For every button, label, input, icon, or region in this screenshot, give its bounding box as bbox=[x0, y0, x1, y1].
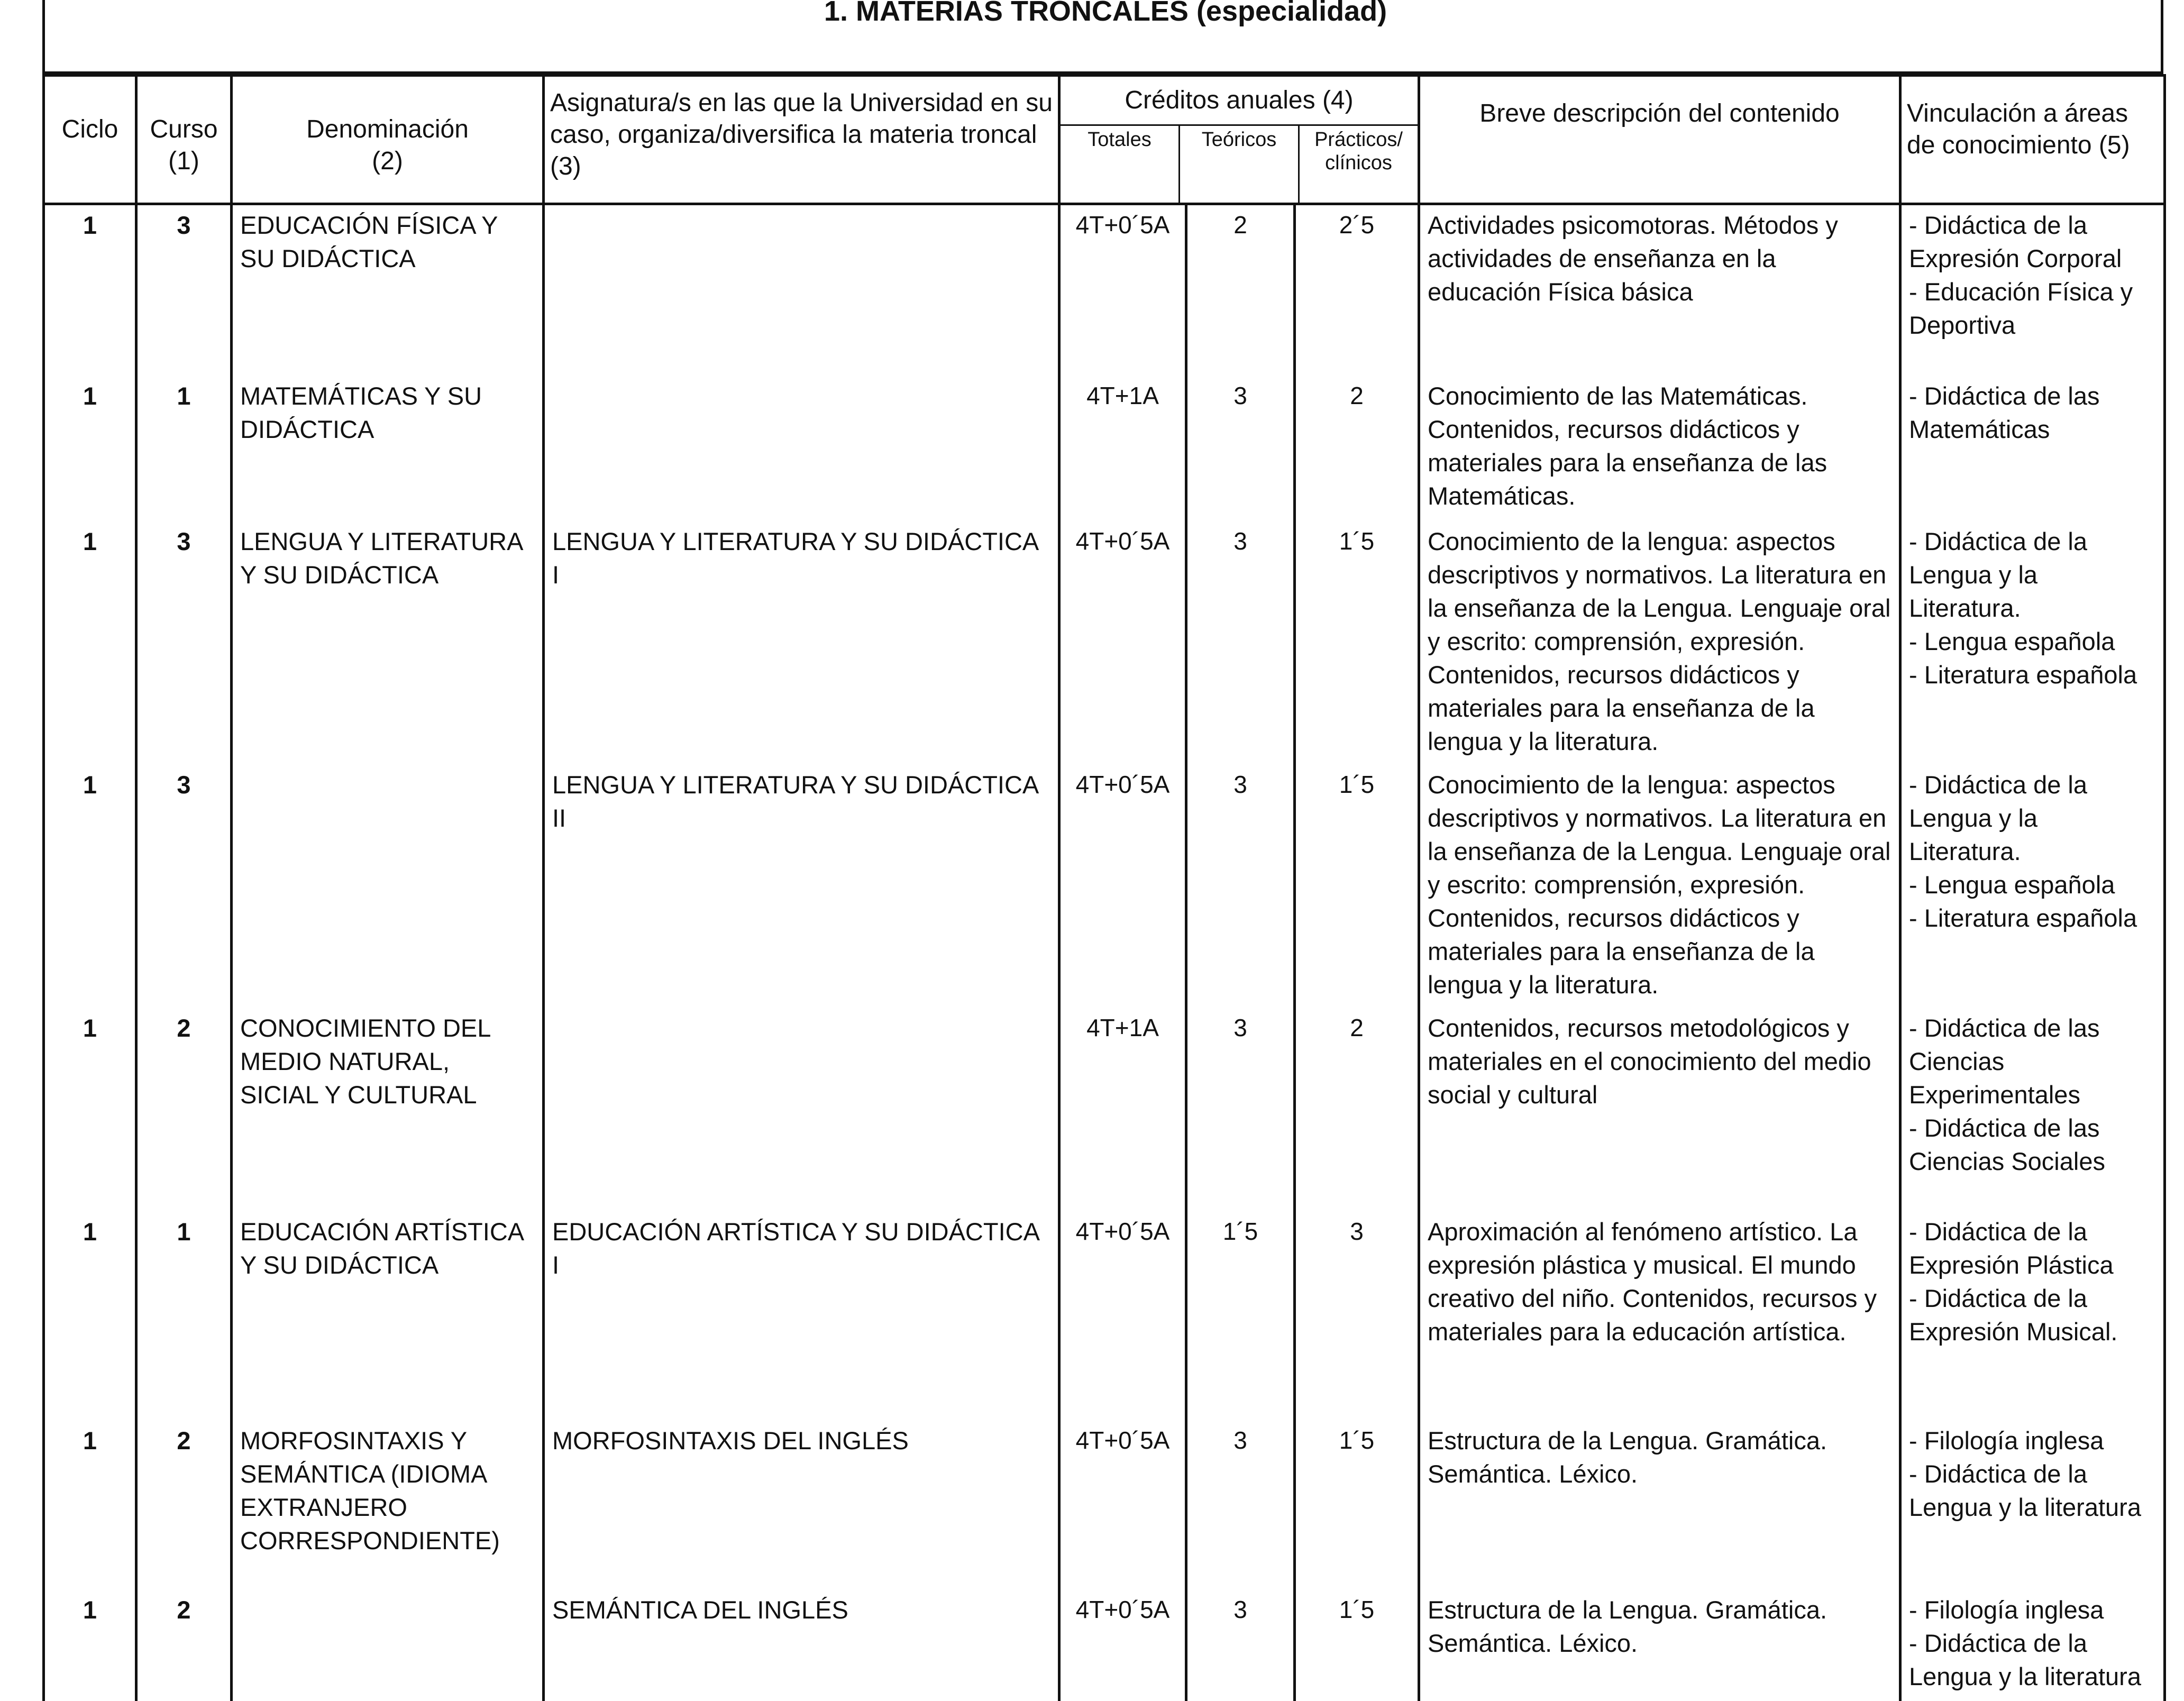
cell-ciclo: 1 bbox=[44, 522, 136, 765]
cell-descripcion: Estructura de la Lengua. Gramática. Semántica. Léxico. bbox=[1419, 1421, 1900, 1590]
cell-denominacion: EDUCACIÓN FÍSICA Y SU DIDÁCTICA bbox=[232, 204, 544, 376]
cell-ciclo: 1 bbox=[44, 204, 136, 376]
cell-descripcion: Contenidos, recursos metodológicos y materiales en el conocimiento del medio social y cultural bbox=[1419, 1008, 1900, 1212]
header-denominacion: Denominación (2) bbox=[232, 76, 544, 204]
cell-curso: 2 bbox=[136, 1008, 232, 1212]
header-curso: Curso (1) bbox=[136, 76, 232, 204]
cell-asignatura: MORFOSINTAXIS DEL INGLÉS bbox=[544, 1421, 1059, 1590]
cell-asignatura bbox=[544, 204, 1059, 376]
cell-descripcion: Conocimiento de las Matemáticas. Contenidos, recursos didácticos y materiales para la enseñanza de las Matemáticas. bbox=[1419, 376, 1900, 522]
table-row bbox=[44, 1008, 2165, 1212]
cell-denominacion: MATEMÁTICAS Y SU DIDÁCTICA bbox=[232, 376, 544, 522]
cell-vinculacion: - Filología inglesa - Didáctica de la Lengua y la literatura bbox=[1900, 1421, 2165, 1590]
table-row bbox=[44, 1590, 2165, 1701]
cell-totales: 4T+0´5A bbox=[1059, 1421, 1186, 1590]
header-teoricos: Teóricos bbox=[1180, 126, 1300, 203]
cell-curso: 2 bbox=[136, 1421, 232, 1590]
cell-curso: 1 bbox=[136, 1212, 232, 1421]
cell-ciclo: 1 bbox=[44, 1590, 136, 1701]
cell-vinculacion: - Didáctica de la Expresión Corporal - Educación Física y Deportiva bbox=[1900, 204, 2165, 376]
cell-denominacion: MORFOSINTAXIS Y SEMÁNTICA (IDIOMA EXTRANJERO CORRESPONDIENTE) bbox=[232, 1421, 544, 1590]
cell-teoricos: 3 bbox=[1186, 376, 1295, 522]
header-vinculacion: Vinculación a áreas de conocimiento (5) bbox=[1900, 76, 2165, 204]
cell-practicos: 1´5 bbox=[1295, 1590, 1419, 1701]
table-row bbox=[44, 376, 2165, 522]
cell-practicos: 1´5 bbox=[1295, 765, 1419, 1008]
cell-vinculacion: - Didáctica de las Matemáticas bbox=[1900, 376, 2165, 522]
cell-curso: 3 bbox=[136, 204, 232, 376]
cell-teoricos: 3 bbox=[1186, 765, 1295, 1008]
cell-practicos: 2 bbox=[1295, 1008, 1419, 1212]
cell-denominacion bbox=[232, 1590, 544, 1701]
cell-curso: 2 bbox=[136, 1590, 232, 1701]
cell-teoricos: 3 bbox=[1186, 1421, 1295, 1590]
cell-curso: 1 bbox=[136, 376, 232, 522]
cell-ciclo: 1 bbox=[44, 1008, 136, 1212]
cell-ciclo: 1 bbox=[44, 765, 136, 1008]
table-row bbox=[44, 204, 2165, 376]
cell-curso: 3 bbox=[136, 522, 232, 765]
cell-practicos: 2´5 bbox=[1295, 204, 1419, 376]
cell-vinculacion: - Didáctica de la Lengua y la Literatura. - Lengua española - Literatura española bbox=[1900, 765, 2165, 1008]
header-asignatura: Asignatura/s en las que la Universidad en su caso, organiza/diversifica la materia troncal (3) bbox=[544, 76, 1059, 204]
header-ciclo: Ciclo bbox=[44, 76, 136, 204]
cell-practicos: 1´5 bbox=[1295, 522, 1419, 765]
cell-totales: 4T+0´5A bbox=[1059, 1212, 1186, 1421]
header-practicos: Prácticos/ clínicos bbox=[1314, 129, 1403, 174]
table-row bbox=[44, 522, 2165, 765]
cell-teoricos: 2 bbox=[1186, 204, 1295, 376]
cell-denominacion: LENGUA Y LITERATURA Y SU DIDÁCTICA bbox=[232, 522, 544, 765]
materias-table bbox=[42, 74, 2166, 1701]
cell-denominacion bbox=[232, 765, 544, 1008]
cell-denominacion: EDUCACIÓN ARTÍSTICA Y SU DIDÁCTICA bbox=[232, 1212, 544, 1421]
cell-descripcion: Conocimiento de la lengua: aspectos descriptivos y normativos. La literatura en la enseñanza de la Lengua. Lenguaje oral y escrito: comprensión, expresión. Contenidos, recursos didácticos y materiales para la enseñanza de la lengua y la literatura. bbox=[1419, 765, 1900, 1008]
table-row bbox=[44, 1212, 2165, 1421]
cell-descripcion: Aproximación al fenómeno artístico. La expresión plástica y musical. El mundo creativo del niño. Contenidos, recursos y materiales para la educación artística. bbox=[1419, 1212, 1900, 1421]
cell-teoricos: 3 bbox=[1186, 522, 1295, 765]
header-creditos-sub bbox=[1061, 126, 1418, 203]
cell-ciclo: 1 bbox=[44, 1421, 136, 1590]
cell-ciclo: 1 bbox=[44, 1212, 136, 1421]
cell-curso: 3 bbox=[136, 765, 232, 1008]
cell-totales: 4T+0´5A bbox=[1059, 204, 1186, 376]
cell-asignatura: LENGUA Y LITERATURA Y SU DIDÁCTICA I bbox=[544, 522, 1059, 765]
cell-asignatura bbox=[544, 376, 1059, 522]
cell-asignatura bbox=[544, 1008, 1059, 1212]
cell-asignatura: LENGUA Y LITERATURA Y SU DIDÁCTICA II bbox=[544, 765, 1059, 1008]
cell-descripcion: Estructura de la Lengua. Gramática. Semántica. Léxico. bbox=[1419, 1590, 1900, 1701]
table-row bbox=[44, 1421, 2165, 1590]
cell-totales: 4T+0´5A bbox=[1059, 522, 1186, 765]
page-title: 1. MATERIAS TRONCALES (especialidad) bbox=[824, 0, 1387, 27]
cell-teoricos: 3 bbox=[1186, 1590, 1295, 1701]
cell-asignatura: SEMÁNTICA DEL INGLÉS bbox=[544, 1590, 1059, 1701]
header-creditos bbox=[1059, 76, 1419, 204]
header-totales: Totales bbox=[1061, 126, 1180, 203]
cell-totales: 4T+0´5A bbox=[1059, 1590, 1186, 1701]
cell-totales: 4T+1A bbox=[1059, 1008, 1186, 1212]
header-row bbox=[44, 76, 2165, 204]
cell-teoricos: 1´5 bbox=[1186, 1212, 1295, 1421]
cell-asignatura: EDUCACIÓN ARTÍSTICA Y SU DIDÁCTICA I bbox=[544, 1212, 1059, 1421]
table-row bbox=[44, 765, 2165, 1008]
cell-practicos: 1´5 bbox=[1295, 1421, 1419, 1590]
cell-practicos: 3 bbox=[1295, 1212, 1419, 1421]
cell-totales: 4T+0´5A bbox=[1059, 765, 1186, 1008]
title-box bbox=[42, 0, 2163, 74]
cell-ciclo: 1 bbox=[44, 376, 136, 522]
cell-vinculacion: - Didáctica de la Expresión Plástica - Didáctica de la Expresión Musical. bbox=[1900, 1212, 2165, 1421]
cell-denominacion: CONOCIMIENTO DEL MEDIO NATURAL, SICIAL Y CULTURAL bbox=[232, 1008, 544, 1212]
header-creditos-label: Créditos anuales (4) bbox=[1061, 77, 1418, 126]
cell-vinculacion: - Didáctica de la Lengua y la Literatura. - Lengua española - Literatura española bbox=[1900, 522, 2165, 765]
cell-teoricos: 3 bbox=[1186, 1008, 1295, 1212]
cell-descripcion: Conocimiento de la lengua: aspectos descriptivos y normativos. La literatura en la enseñanza de la Lengua. Lenguaje oral y escrito: comprensión, expresión. Contenidos, recursos didácticos y materiales para la enseñanza de la lengua y la literatura. bbox=[1419, 522, 1900, 765]
cell-vinculacion: - Didáctica de las Ciencias Experimentales - Didáctica de las Ciencias Sociales bbox=[1900, 1008, 2165, 1212]
cell-practicos: 2 bbox=[1295, 376, 1419, 522]
cell-totales: 4T+1A bbox=[1059, 376, 1186, 522]
header-descripcion: Breve descripción del contenido bbox=[1419, 76, 1900, 204]
cell-descripcion: Actividades psicomotoras. Métodos y actividades de enseñanza en la educación Física básica bbox=[1419, 204, 1900, 376]
cell-vinculacion: - Filología inglesa - Didáctica de la Lengua y la literatura bbox=[1900, 1590, 2165, 1701]
